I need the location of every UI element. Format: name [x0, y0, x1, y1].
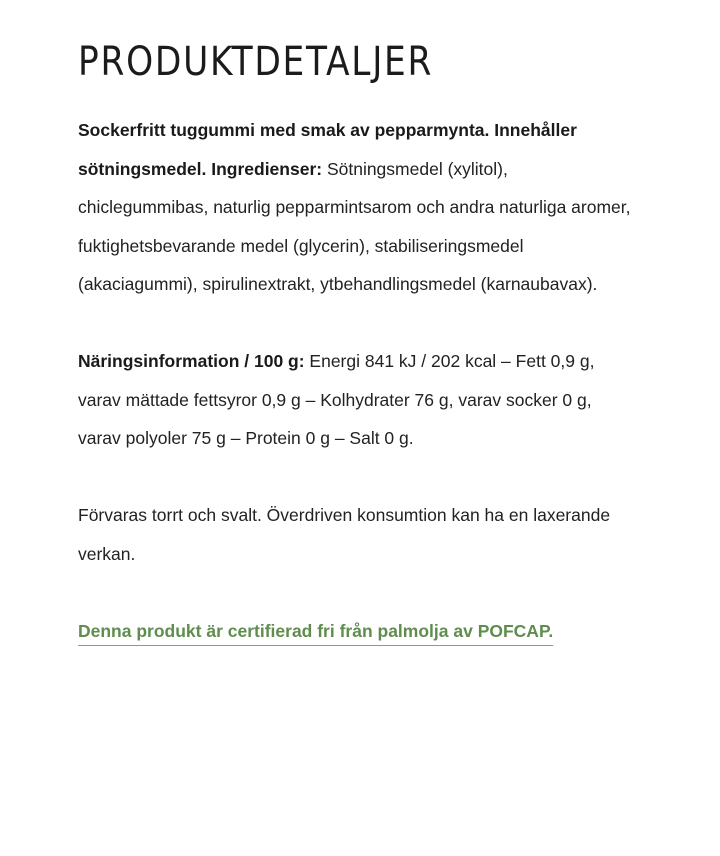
ingredients-text: Sötningsmedel (xylitol), chiclegummibas, naturlig pepparmintsarom och andra naturliga aromer, fuktighetsbevarande medel (glycerin), stabiliseringsmedel (akaciagummi), spirulinextrakt, ytbehandlingsmedel (karnaubavax). — [78, 158, 631, 294]
ingredients-paragraph — [78, 111, 638, 304]
storage-text: Förvaras torrt och svalt. Överdriven konsumtion kan ha en laxerande verkan. — [78, 505, 611, 564]
ingredients-intro: Sockerfritt tuggummi med smak av pepparmynta. Innehåller sötningsmedel. Ingredienser: — [78, 120, 577, 179]
nutrition-label: Näringsinformation / 100 g: — [78, 351, 305, 371]
nutrition-paragraph — [78, 342, 638, 458]
storage-paragraph — [78, 496, 638, 573]
nutrition-text: Energi 841 kJ / 202 kcal – Fett 0,9 g, varav mättade fettsyror 0,9 g – Kolhydrater 76 g, varav socker 0 g, varav polyoler 75 g – Protein 0 g – Salt 0 g. — [78, 351, 595, 448]
product-details-content — [78, 111, 638, 650]
page-title: PRODUKTDETALJER — [78, 39, 434, 85]
certification-paragraph — [78, 612, 638, 651]
certification-link[interactable]: Denna produkt är certifierad fri från palmolja av POFCAP. — [78, 620, 554, 641]
